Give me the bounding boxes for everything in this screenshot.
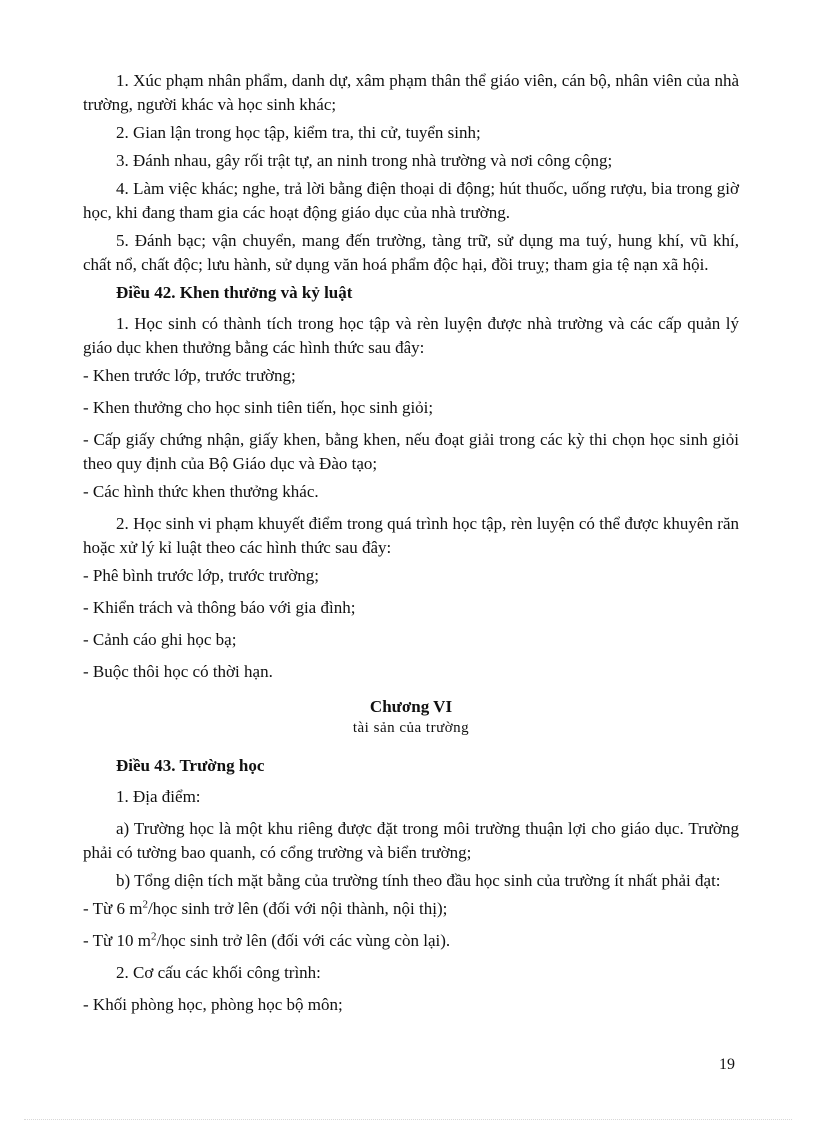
discipline-item-2: - Khiển trách và thông báo với gia đình; bbox=[83, 598, 356, 617]
article-43-clause-2: 2. Cơ cấu các khối công trình: bbox=[116, 963, 321, 982]
article-43-point-a: a) Trường học là một khu riêng được đặt trong môi trường thuận lợi cho giáo dục. Trường phải có tường bao quanh, có cổng trường và biển trường; bbox=[83, 819, 739, 862]
article-42-clause-2: 2. Học sinh vi phạm khuyết điểm trong quá trình học tập, rèn luyện có thể được khuyên răn hoặc xử lý kỉ luật theo các hình thức sau đây: bbox=[83, 514, 739, 557]
reward-item-2: - Khen thưởng cho học sinh tiên tiến, học sinh giỏi; bbox=[83, 398, 434, 417]
clause-4: 4. Làm việc khác; nghe, trả lời bằng điện thoại di động; hút thuốc, uống rượu, bia trong giờ học, khi đang tham gia các hoạt động giáo dục của nhà trường. bbox=[83, 179, 739, 222]
article-42-heading: Điều 42. Khen thưởng và kỷ luật bbox=[116, 283, 353, 302]
area-urban-exponent: 2 bbox=[142, 898, 148, 911]
clause-1: 1. Xúc phạm nhân phẩm, danh dự, xâm phạm thân thể giáo viên, cán bộ, nhân viên của nhà trường, người khác và học sinh khác; bbox=[83, 71, 739, 114]
clause-3: 3. Đánh nhau, gây rối trật tự, an ninh trong nhà trường và nơi công cộng; bbox=[116, 151, 613, 170]
article-42-clause-1: 1. Học sinh có thành tích trong học tập và rèn luyện được nhà trường và các cấp quản lý giáo dục khen thưởng bằng các hình thức sau đây: bbox=[83, 314, 739, 357]
area-other-suffix: /học sinh trở lên (đối với các vùng còn lại). bbox=[156, 931, 451, 950]
building-item-1: - Khối phòng học, phòng học bộ môn; bbox=[83, 995, 343, 1014]
area-urban-prefix: - Từ 6 m bbox=[83, 899, 143, 918]
page-bottom-divider bbox=[24, 1119, 792, 1120]
discipline-item-3: - Cảnh cáo ghi học bạ; bbox=[83, 630, 237, 649]
discipline-item-1: - Phê bình trước lớp, trước trường; bbox=[83, 566, 319, 585]
discipline-item-4: - Buộc thôi học có thời hạn. bbox=[83, 662, 273, 681]
area-other-prefix: - Từ 10 m bbox=[83, 931, 151, 950]
area-requirement-other bbox=[83, 929, 739, 953]
reward-item-4: - Các hình thức khen thưởng khác. bbox=[83, 482, 319, 501]
clause-2: 2. Gian lận trong học tập, kiểm tra, thi cử, tuyển sinh; bbox=[116, 123, 481, 142]
chapter-title: Chương VI bbox=[369, 697, 453, 716]
document-body bbox=[83, 69, 739, 1025]
reward-item-3: - Cấp giấy chứng nhận, giấy khen, bằng khen, nếu đoạt giải trong các kỳ thi chọn học sinh giỏi theo quy định của Bộ Giáo dục và Đào tạo; bbox=[83, 430, 739, 473]
area-other-exponent: 2 bbox=[150, 930, 157, 943]
chapter-subtitle: tài sản của trường bbox=[352, 720, 470, 736]
reward-item-1: - Khen trước lớp, trước trường; bbox=[83, 366, 296, 385]
article-43-heading: Điều 43. Trường học bbox=[116, 756, 265, 775]
article-43-clause-1: 1. Địa điểm: bbox=[116, 787, 201, 806]
article-43-point-b: b) Tổng diện tích mặt bằng của trường tính theo đầu học sinh của trường ít nhất phải đạt: bbox=[116, 871, 721, 890]
area-urban-suffix: /học sinh trở lên (đối với nội thành, nội thị); bbox=[147, 899, 448, 918]
area-requirement-urban bbox=[83, 897, 739, 921]
page-number: 19 bbox=[719, 1056, 735, 1073]
clause-5: 5. Đánh bạc; vận chuyển, mang đến trường, tàng trữ, sử dụng ma tuý, hung khí, vũ khí, chất nổ, chất độc; lưu hành, sử dụng văn hoá phẩm độc hại, đồi truỵ; tham gia tệ nạn xã hội. bbox=[83, 231, 739, 274]
